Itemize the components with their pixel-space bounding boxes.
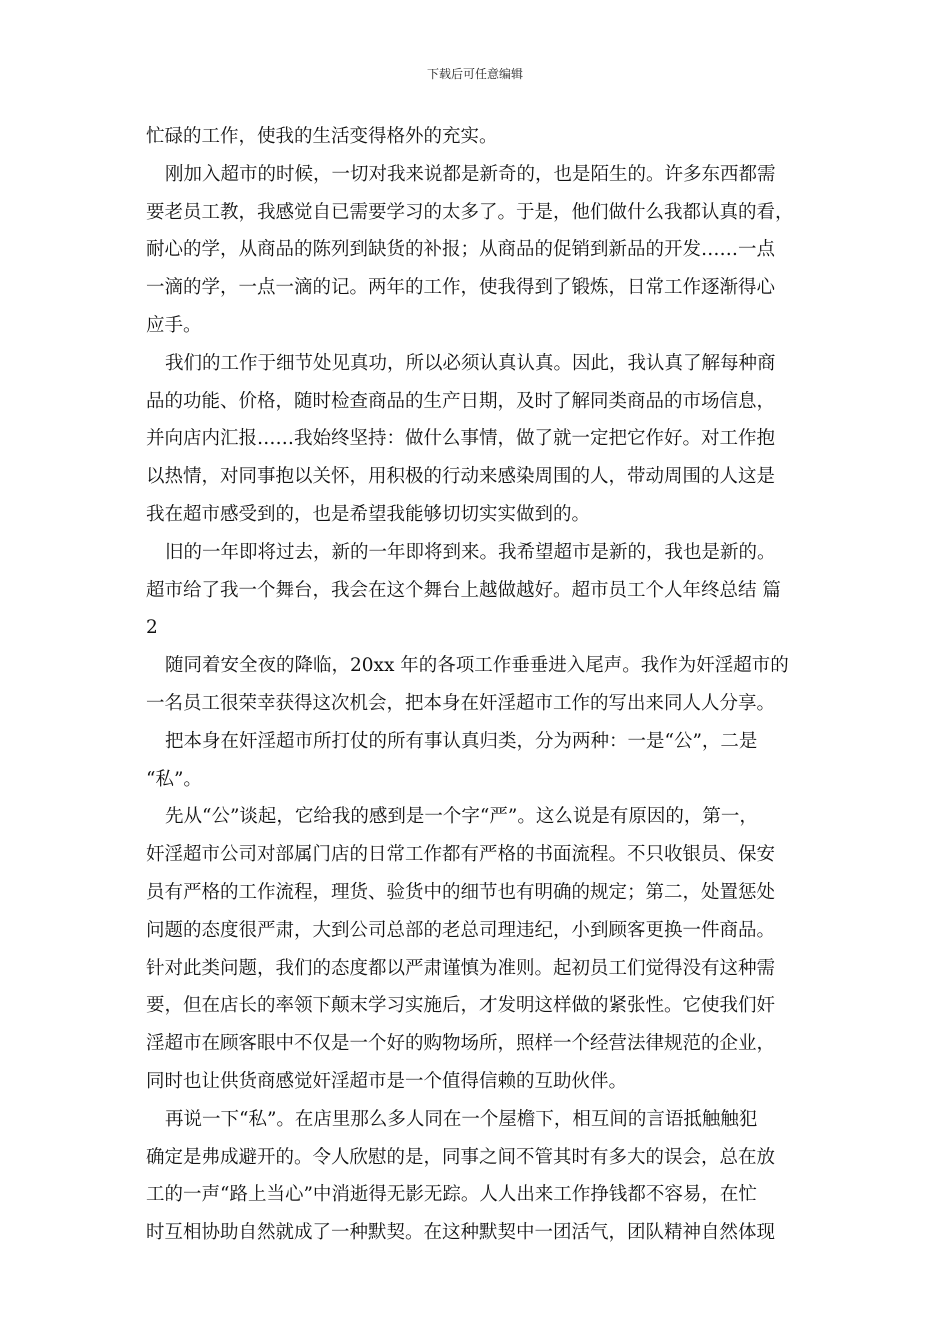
text-line: 忙碌的工作，使我的生活变得格外的充实。 [146,126,498,147]
text-line: 问题的态度很严肃，大到公司总部的老总司理违纪，小到顾客更换一件商品。 [146,919,776,941]
paragraph-start-line: 先从“公”谈起，它给我的感到是一个字“严”。这么说是有原因的，第一， [165,806,758,828]
text-line: 要，但在店长的率领下颠末学习实施后，才发明这样做的紧张性。它使我们奸 [146,995,776,1017]
text-line: 同时也让供货商感觉奸淫超市是一个值得信赖的互助伙伴。 [146,1070,628,1092]
text-line: 以热情，对同事抱以关怀，用积极的行动来感染周围的人，带动周围的人这是 [146,466,776,488]
paragraph-start-line: 刚加入超市的时候，一切对我来说都是新奇的，也是陌生的。许多东西都需 [165,163,776,185]
paragraph-start-line: 再说一下“私”。在店里那么多人同在一个屋檐下，相互间的言语抵触触犯 [165,1108,758,1130]
paragraph-start-line: 随同着安全夜的降临，20xx 年的各项工作垂垂进入尾声。我作为奸淫超市的 [165,655,789,677]
text-line: 员有严格的工作流程，理货、验货中的细节也有明确的规定；第二，处置惩处 [146,881,776,903]
text-line: 我在超市感受到的，也是希望我能够切切实实做到的。 [146,503,591,525]
text-line: 一名员工很荣幸获得这次机会，把本身在奸淫超市工作的写出来同人人分享。 [146,692,776,714]
text-line: 淫超市在顾客眼中不仅是一个好的购物场所，照样一个经营法律规范的企业， [146,1033,776,1055]
paragraph-start-line: 我们的工作于细节处见真功，所以必须认真认真。因此，我认真了解每种商 [165,352,776,374]
text-line: “私”。 [146,768,202,790]
document-body [146,118,822,1252]
text-line: 要老员工教，我感觉自已需要学习的太多了。于是，他们做什么我都认真的看， [146,201,794,223]
paragraph-start-line: 把本身在奸淫超市所打仗的所有事认真归类，分为两种：一是“公”，二是 [165,730,758,752]
text-line: 时互相协助自然就成了一种默契。在这种默契中一团活气，团队精神自然体现 [146,1222,776,1244]
text-line: 超市给了我一个舞台，我会在这个舞台上越做越好。超市员工个人年终总结 篇 [146,579,781,601]
text-line: 一滴的学，一点一滴的记。两年的工作，使我得到了锻炼，日常工作逐渐得心 [146,277,776,299]
text-line: 应手。 [146,314,202,336]
page-header: 下载后可任意编辑 [426,67,523,81]
text-line: 并向店内汇报……我始终坚持：做什么事情，做了就一定把它作好。对工作抱 [146,428,776,450]
text-line: 针对此类问题，我们的态度都以严肃谨慎为准则。起初员工们觉得没有这种需 [146,957,776,979]
text-line: 品的功能、价格，随时检查商品的生产日期，及时了解同类商品的市场信息， [146,390,776,412]
paragraph-start-line: 旧的一年即将过去，新的一年即将到来。我希望超市是新的，我也是新的。 [165,541,776,563]
text-line: 奸淫超市公司对部属门店的日常工作都有严格的书面流程。不只收银员、保安 [146,844,776,866]
text-line: 2 [146,617,158,639]
text-line: 工的一声“路上当心”中消逝得无影无踪。人人出来工作挣钱都不容易，在忙 [146,1184,757,1206]
text-line: 耐心的学，从商品的陈列到缺货的补报；从商品的促销到新品的开发……一点 [146,239,776,261]
text-line: 确定是弗成避开的。令人欣慰的是，同事之间不管其时有多大的误会，总在放 [146,1146,776,1168]
